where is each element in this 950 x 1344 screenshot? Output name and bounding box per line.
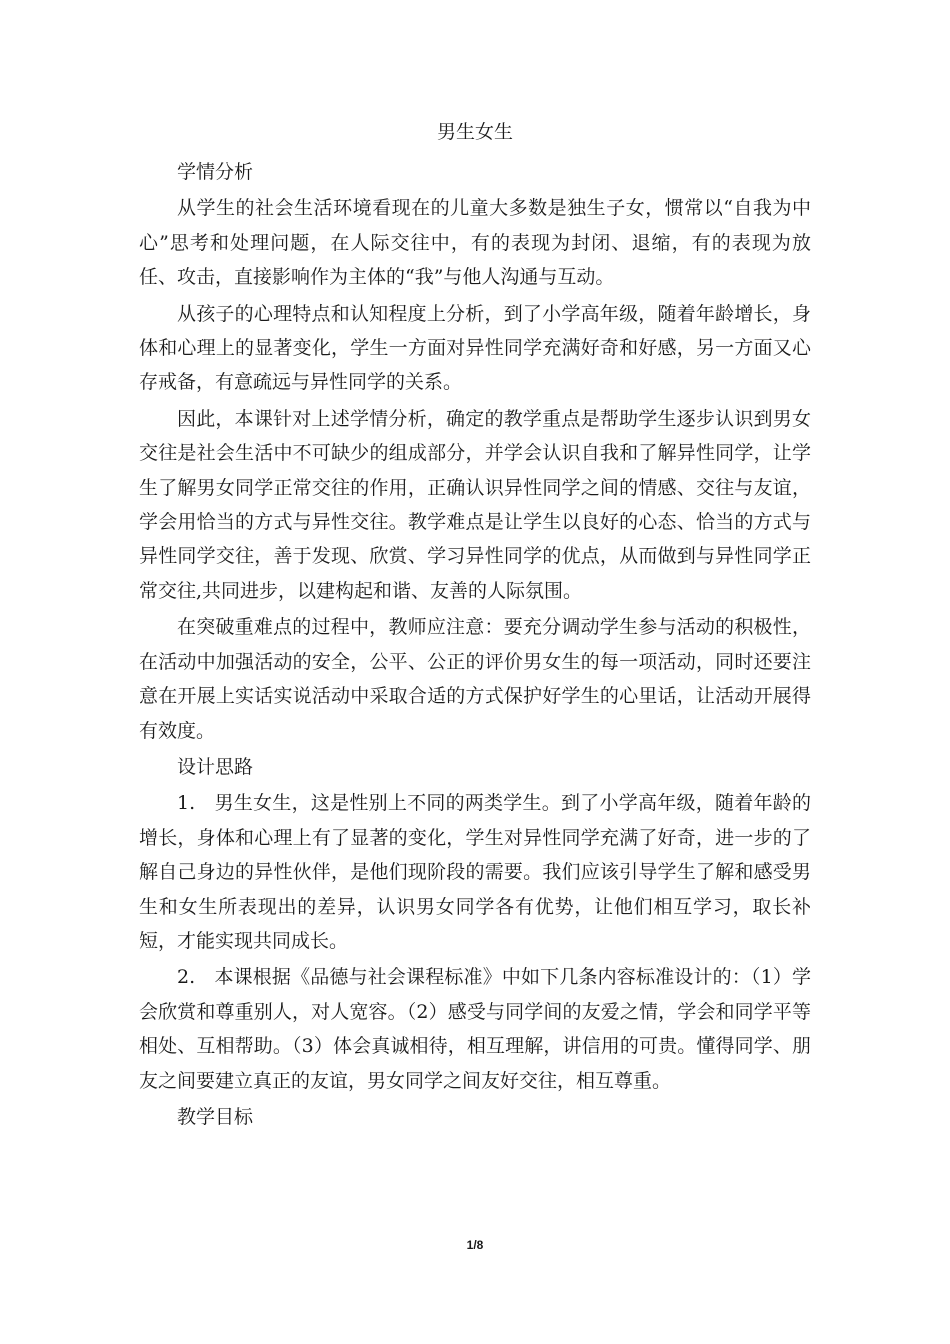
paragraph: 在突破重难点的过程中，教师应注意：要充分调动学生参与活动的积极性，在活动中加强活动的安全，公平、公正的评价男女生的每一项活动，同时还要注意在开展上实话实说活动中采取合适的方式保护好学生的心里话，让活动开展得有效度。 bbox=[139, 616, 811, 742]
paragraph: 因此，本课针对上述学情分析，确定的教学重点是帮助学生逐步认识到男女交往是社会生活中不可缺少的组成部分，并学会认识自我和了解异性同学，让学生了解男女同学正常交往的作用，正确认识异性同学之间的情感、交往与友谊，学会用恰当的方式与异性交往。教学难点是让学生以良好的心态、恰当的方式与异性同学交往，善于发现、欣赏、学习异性同学的优点，从而做到与异性同学正常交往,共同进步，以建构起和谐、友善的人际氛围。 bbox=[139, 407, 811, 602]
document-body bbox=[139, 153, 811, 1134]
section-heading-design: 设计思路 bbox=[177, 755, 254, 778]
document-title: 男生女生 bbox=[436, 121, 513, 143]
section-heading-analysis: 学情分析 bbox=[177, 161, 254, 183]
page-number: 1/8 bbox=[466, 1238, 484, 1252]
paragraph: 2. 本课根据《品德与社会课程标准》中如下几条内容标准设计的：（1）学会欣赏和尊重别人，对人宽容。（2）感受与同学间的友爱之情，学会和同学平等相处、互相帮助。（3）体会真诚相待，相互理解，讲信用的可贵。懂得同学、朋友之间要建立真正的友谊，男女同学之间友好交往，相互尊重。 bbox=[139, 966, 811, 1092]
paragraph: 从学生的社会生活环境看现在的儿童大多数是独生子女，惯常以“自我为中心”思考和处理问题，在人际交往中，有的表现为封闭、退缩，有的表现为放任、攻击，直接影响作为主体的“我”与他人沟通与互动。 bbox=[139, 197, 811, 289]
section-heading-objectives: 教学目标 bbox=[177, 1105, 254, 1128]
paragraph: 1. 男生女生，这是性别上不同的两类学生。到了小学高年级，随着年龄的增长，身体和心理上有了显著的变化，学生对异性同学充满了好奇，进一步的了解自己身边的异性伙伴，是他们现阶段的需要。我们应该引导学生了解和感受男生和女生所表现出的差异，认识男女同学各有优势，让他们相互学习，取长补短，才能实现共同成长。 bbox=[139, 792, 811, 952]
paragraph: 从孩子的心理特点和认知程度上分析，到了小学高年级，随着年龄增长，身体和心理上的显著变化，学生一方面对异性同学充满好奇和好感，另一方面又心存戒备，有意疏远与异性同学的关系。 bbox=[139, 302, 811, 394]
